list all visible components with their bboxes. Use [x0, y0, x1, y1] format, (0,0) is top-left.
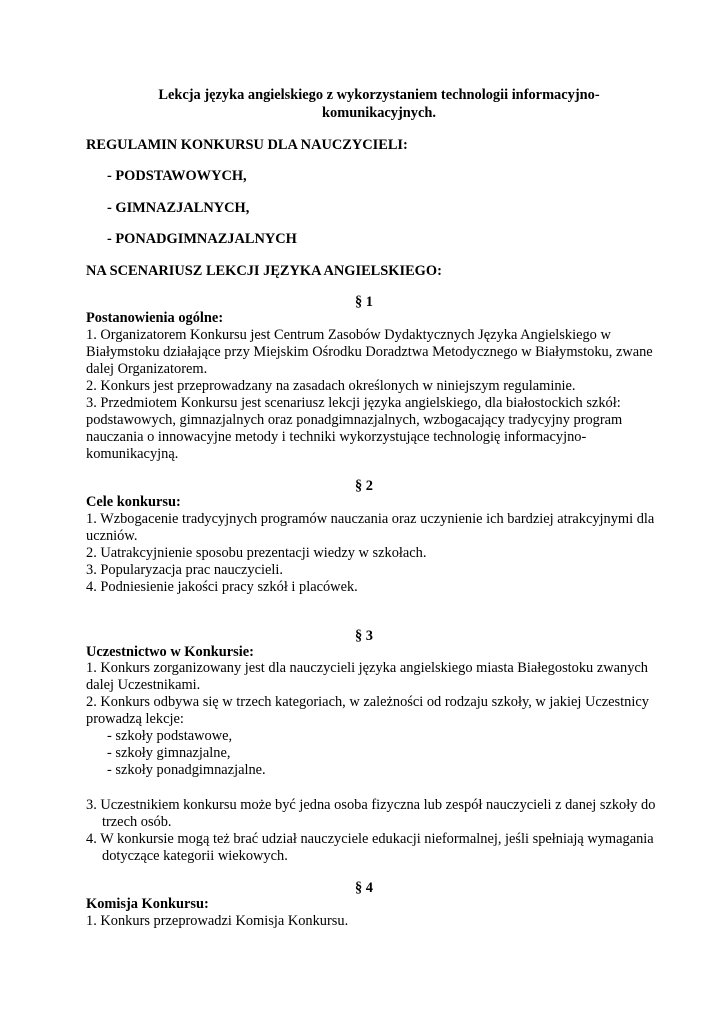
- section-4-body: [86, 913, 676, 930]
- section-1-title: Postanowienia ogólne:: [86, 310, 224, 326]
- section-4-item-1: 1. Konkurs przeprowadzi Komisja Konkursu.: [86, 913, 349, 929]
- section-2-item-2: 2. Uatrakcyjnienie sposobu prezentacji wiedzy w szkołach.: [86, 545, 427, 561]
- section-3-item-4: 4. W konkursie mogą też brać udział nauczyciele edukacji nieformalnej, jeśli spełniają wymagania dotyczące kategorii wiekowych.: [86, 831, 654, 864]
- document-title-line-2: komunikacyjnych.: [322, 105, 436, 121]
- section-2-item-1: 1. Wzbogacenie tradycyjnych programów nauczania oraz uczynienie ich bardziej atrakcyjnymi dla uczniów.: [86, 511, 655, 544]
- section-3-item-2: 2. Konkurs odbywa się w trzech kategoriach, w zależności od rodzaju szkoły, w jakiej Uczestnicy prowadzą lekcje:: [86, 694, 649, 727]
- school-level-primary: - PODSTAWOWYCH,: [107, 168, 247, 184]
- category-lower-secondary: - szkoły gimnazjalne,: [107, 745, 231, 761]
- document-title: [86, 86, 672, 122]
- section-2-item-3: 3. Popularyzacja prac nauczycieli.: [86, 562, 283, 578]
- section-2-mark: § 2: [355, 478, 373, 494]
- section-1-item-1: 1. Organizatorem Konkursu jest Centrum Zasobów Dydaktycznych Języka Angielskiego w Białymstoku działające przy Miejskim Ośrodku Doradztwa Metodycznego w Białymstoku, zwane dalej Organizatorem.: [86, 327, 653, 377]
- section-4-title: Komisja Konkursu:: [86, 896, 209, 912]
- category-upper-secondary: - szkoły ponadgimnazjalne.: [107, 762, 266, 778]
- section-4-mark: § 4: [355, 880, 373, 896]
- section-3-mark: § 3: [355, 628, 373, 644]
- section-1-item-2: 2. Konkurs jest przeprowadzany na zasadach określonych w niniejszym regulaminie.: [86, 378, 576, 394]
- category-list: [86, 728, 676, 779]
- section-3-title: Uczestnictwo w Konkursie:: [86, 644, 254, 660]
- section-3-item-1: 1. Konkurs zorganizowany jest dla nauczycieli języka angielskiego miasta Białegostoku zwanych dalej Uczestnikami.: [86, 660, 648, 693]
- school-level-upper-secondary: - PONADGIMNAZJALNYCH: [107, 231, 297, 247]
- section-3-item-3: 3. Uczestnikiem konkursu może być jedna osoba fizyczna lub zespół nauczycieli z danej szkoły do trzech osób.: [86, 797, 656, 830]
- regulations-heading: REGULAMIN KONKURSU DLA NAUCZYCIELI:: [86, 137, 408, 153]
- section-1-item-3: 3. Przedmiotem Konkursu jest scenariusz lekcji języka angielskiego, dla białostockich szkół: podstawowych, gimnazjalnych oraz ponadgimnazjalnych, wzbogacający tradycyjny program nauczania o innowacyjne metody i techniki wykorzystujące technologię informacyjno-komunikacyjną.: [86, 395, 623, 462]
- section-1-mark: § 1: [355, 294, 373, 310]
- section-2-item-4: 4. Podniesienie jakości pracy szkół i placówek.: [86, 579, 358, 595]
- section-3-body: [86, 660, 676, 865]
- category-primary: - szkoły podstawowe,: [107, 728, 233, 744]
- document-title-line-1: Lekcja języka angielskiego z wykorzystaniem technologii informacyjno-: [158, 87, 600, 103]
- subject-heading: NA SCENARIUSZ LEKCJI JĘZYKA ANGIELSKIEGO:: [86, 263, 442, 279]
- school-level-lower-secondary: - GIMNAZJALNYCH,: [107, 200, 250, 216]
- section-2-body: [86, 511, 676, 596]
- section-1-body: [86, 327, 676, 463]
- section-2-title: Cele konkursu:: [86, 494, 181, 510]
